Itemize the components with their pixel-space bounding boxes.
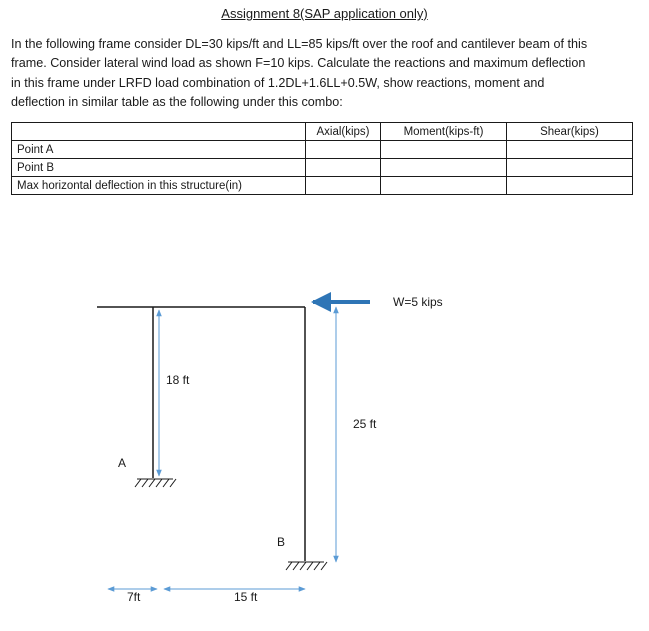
assignment-title: Assignment 8(SAP application only) — [221, 6, 428, 21]
fixed-support-a — [135, 479, 176, 487]
dim-right-column-label: 25 ft — [353, 417, 377, 431]
dim-cantilever-label: 7ft — [127, 590, 141, 604]
support-b-label: B — [277, 535, 286, 549]
row-label: Max horizontal deflection in this structure(in) — [12, 177, 306, 195]
header-cell-axial: Axial(kips) — [306, 123, 381, 141]
row-label: Point A — [12, 141, 306, 159]
row-label: Point B — [12, 159, 306, 177]
statement-line: in this frame under LRFD load combination of 1.2DL+1.6LL+0.5W, show reactions, moment and — [11, 75, 545, 90]
statement-line: deflection in similar table as the following under this combo: — [11, 94, 343, 109]
header-cell-shear: Shear(kips) — [507, 123, 633, 141]
statement-line: frame. Consider lateral wind load as shown F=10 kips. Calculate the reactions and maximum deflection — [11, 56, 586, 71]
dim-span-label: 15 ft — [234, 590, 258, 604]
dim-left-column-label: 18 ft — [166, 373, 190, 387]
fixed-support-b — [286, 562, 327, 570]
header-cell-moment: Moment(kips-ft) — [381, 123, 507, 141]
statement-line: In the following frame consider DL=30 kips/ft and LL=85 kips/ft over the roof and cantilever beam of this — [11, 37, 588, 51]
load-label: W=5 kips — [393, 295, 443, 309]
support-a-label: A — [118, 456, 127, 470]
